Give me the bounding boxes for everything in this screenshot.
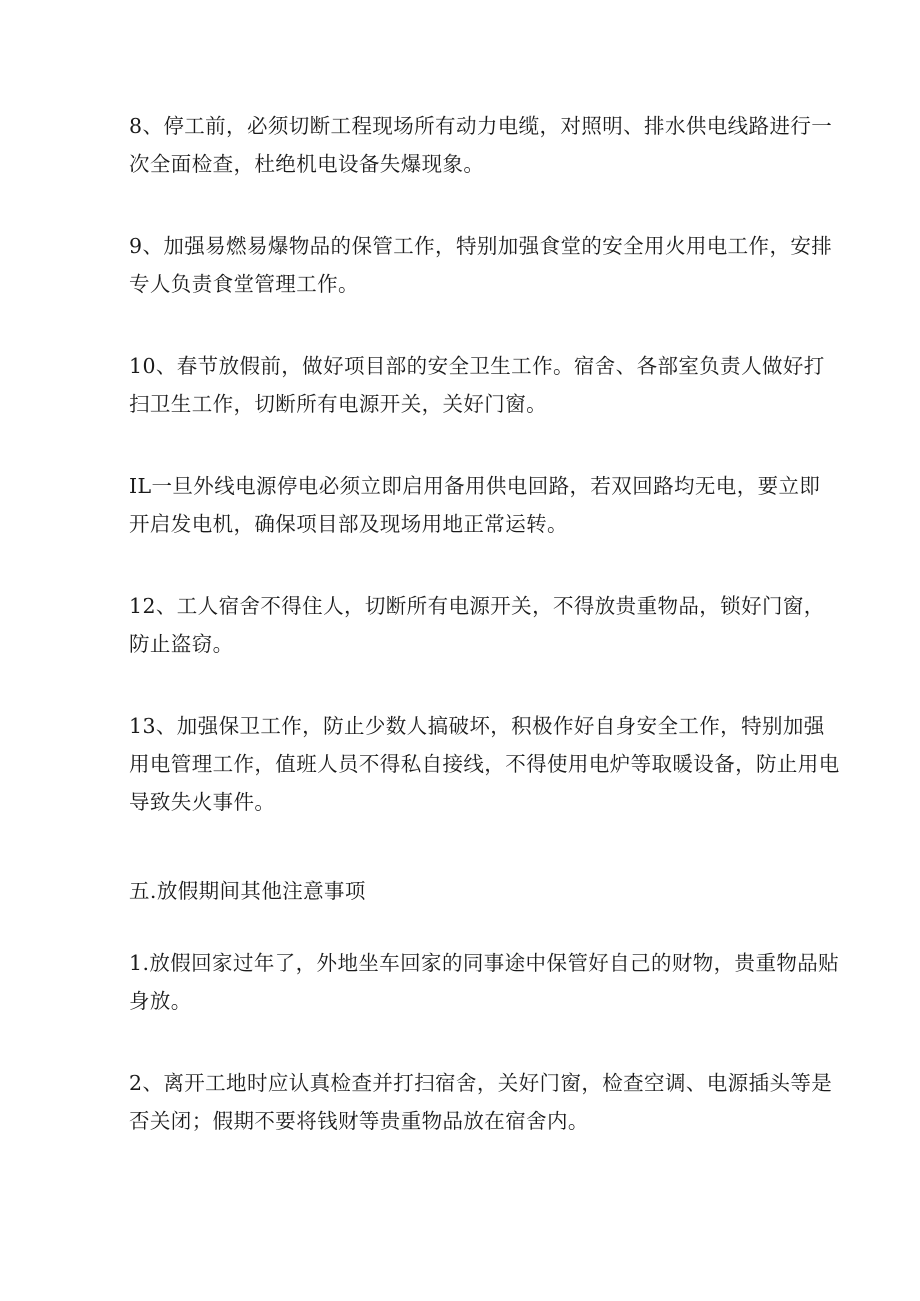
paragraph-line: 导致失火事件。 — [129, 790, 276, 814]
paragraph-item-9 — [129, 227, 833, 303]
paragraph-item-8 — [129, 107, 833, 183]
paragraph-line: 防止盗窃。 — [129, 632, 234, 656]
paragraph-line: 用电管理工作，值班人员不得私自接线，不得使用电炉等取暖设备，防止用电 — [129, 752, 840, 776]
paragraph-line: IL一旦外线电源停电必须立即启用备用供电回路，若双回路均无电，要立即 — [129, 474, 821, 498]
paragraph-line: 10、春节放假前，做好项目部的安全卫生工作。宿舍、各部室负责人做好打 — [129, 354, 825, 378]
paragraph-line: 次全面检查，杜绝机电设备失爆现象。 — [129, 152, 485, 176]
paragraph-line: 8、停工前，必须切断工程现场所有动力电缆，对照明、排水供电线路进行一 — [129, 114, 833, 138]
paragraph-item-13 — [129, 707, 840, 821]
paragraph-line: 身放。 — [129, 989, 192, 1013]
section-heading: 五.放假期间其他注意事项 — [129, 879, 366, 903]
paragraph-line: 1.放假回家过年了，外地坐车回家的同事途中保管好自己的财物，贵重物品贴 — [129, 951, 840, 975]
paragraph-line: 13、加强保卫工作，防止少数人搞破坏，积极作好自身安全工作，特别加强 — [129, 714, 825, 738]
paragraph-item-11 — [129, 467, 821, 543]
paragraph-sub-1 — [129, 944, 840, 1020]
paragraph-line: 否关闭；假期不要将钱财等贵重物品放在宿舍内。 — [129, 1109, 589, 1133]
paragraph-line: 2、离开工地时应认真检查并打扫宿舍，关好门窗，检查空调、电源插头等是 — [129, 1071, 833, 1095]
paragraph-line: 12、工人宿舍不得住人，切断所有电源开关，不得放贵重物品，锁好门窗， — [129, 594, 825, 618]
paragraph-sub-2 — [129, 1064, 833, 1140]
paragraph-item-10 — [129, 347, 825, 423]
paragraph-line: 专人负责食堂管理工作。 — [129, 272, 359, 296]
paragraph-line: 9、加强易燃易爆物品的保管工作，特别加强食堂的安全用火用电工作，安排 — [129, 234, 833, 258]
paragraph-item-12 — [129, 587, 825, 663]
paragraph-line: 扫卫生工作，切断所有电源开关，关好门窗。 — [129, 392, 547, 416]
paragraph-line: 开启发电机，确保项目部及现场用地正常运转。 — [129, 512, 568, 536]
